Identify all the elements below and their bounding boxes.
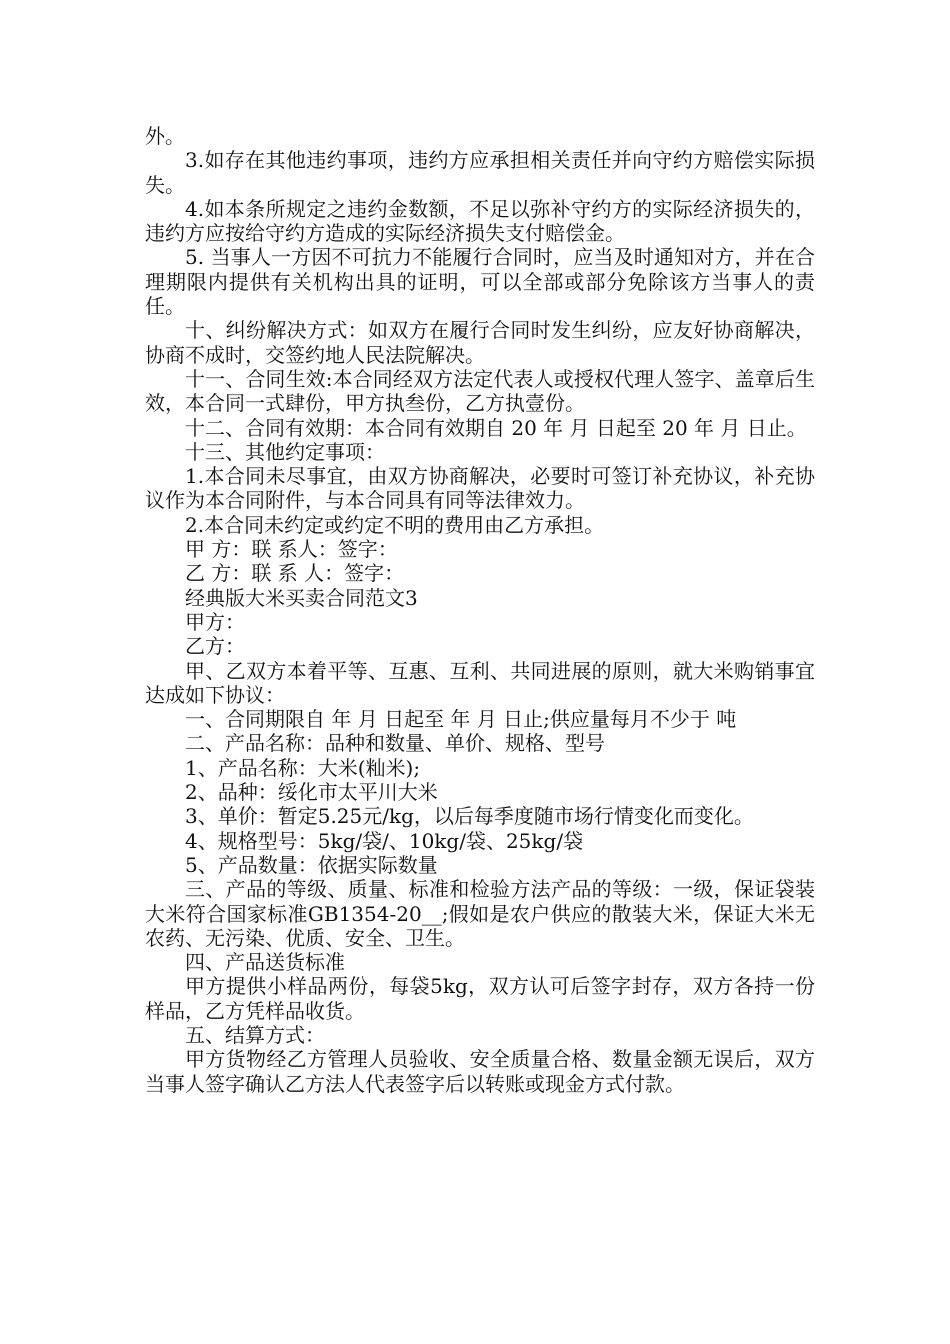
paragraph: 5. 当事人一方因不可抗力不能履行合同时，应当及时通知对方，并在合理期限内提供有关机构出具的证明，可以全部或部分免除该方当事人的责任。 [145, 245, 815, 319]
paragraph: 甲 方：联 系人：签字： [185, 537, 398, 562]
paragraph: 甲方货物经乙方管理人员验收、安全质量合格、数量金额无误后，双方当事人签字确认乙方法人代表签字后以转账或现金方式付款。 [145, 1047, 815, 1096]
paragraph: 2.本合同未约定或约定不明的费用由乙方承担。 [185, 512, 605, 537]
document-body [145, 124, 815, 1096]
paragraph: 十、纠纷解决方式：如双方在履行合同时发生纠纷，应友好协商解决，协商不成时，交签约地人民法院解决。 [145, 318, 815, 367]
paragraph: 乙 方：联 系 人：签字： [185, 561, 405, 586]
paragraph: 乙方： [185, 634, 245, 659]
paragraph: 十二、合同有效期：本合同有效期自 20 年 月 日起至 20 年 月 日止。 [185, 415, 807, 440]
paragraph: 甲、乙双方本着平等、互惠、互利、共同进展的原则，就大米购销事宜达成如下协议： [145, 658, 815, 707]
paragraph: 十一、合同生效:本合同经双方法定代表人或授权代理人签字、盖章后生效，本合同一式肆份，甲方执叁份，乙方执壹份。 [145, 366, 815, 416]
paragraph: 二、产品名称：品种和数量、单价、规格、型号 [185, 731, 605, 756]
paragraph: 5、产品数量：依据实际数量 [185, 852, 438, 877]
paragraph: 五、结算方式： [185, 1022, 325, 1047]
paragraph: 4.如本条所规定之违约金数额，不足以弥补守约方的实际经济损失的，违约方应按给守约方造成的实际经济损失支付赔偿金。 [145, 196, 815, 246]
paragraph: 3.如存在其他违约事项，违约方应承担相关责任并向守约方赔偿实际损失。 [145, 148, 815, 197]
paragraph: 十三、其他约定事项： [185, 439, 385, 464]
paragraph: 四、产品送货标准 [185, 950, 345, 975]
paragraph: 4、规格型号：5kg/袋/、10kg/袋、25kg/袋 [185, 828, 584, 853]
paragraph: 甲方： [185, 609, 245, 634]
paragraph: 1、产品名称：大米(籼米); [185, 755, 421, 780]
paragraph: 一、合同期限自 年 月 日起至 年 月 日止;供应量每月不少于 吨 [185, 707, 737, 732]
paragraph: 三、产品的等级、质量、标准和检验方法产品的等级：一级，保证袋装大米符合国家标准GB1354-20__;假如是农户供应的散装大米，保证大米无农药、无污染、优质、安全、卫生。 [145, 877, 815, 950]
paragraph: 甲方提供小样品两份，每袋5kg，双方认可后签字封存，双方各持一份样品，乙方凭样品收货。 [145, 974, 815, 1023]
paragraph: 经典版大米买卖合同范文3 [185, 585, 418, 610]
paragraph: 外。 [145, 124, 185, 148]
paragraph: 1.本合同未尽事宜，由双方协商解决，必要时可签订补充协议，补充协议作为本合同附件，与本合同具有同等法律效力。 [145, 464, 815, 513]
paragraph: 3、单价：暂定5.25元/kg，以后每季度随市场行情变化而变化。 [185, 804, 754, 829]
paragraph: 2、品种：绥化市太平川大米 [185, 780, 438, 805]
